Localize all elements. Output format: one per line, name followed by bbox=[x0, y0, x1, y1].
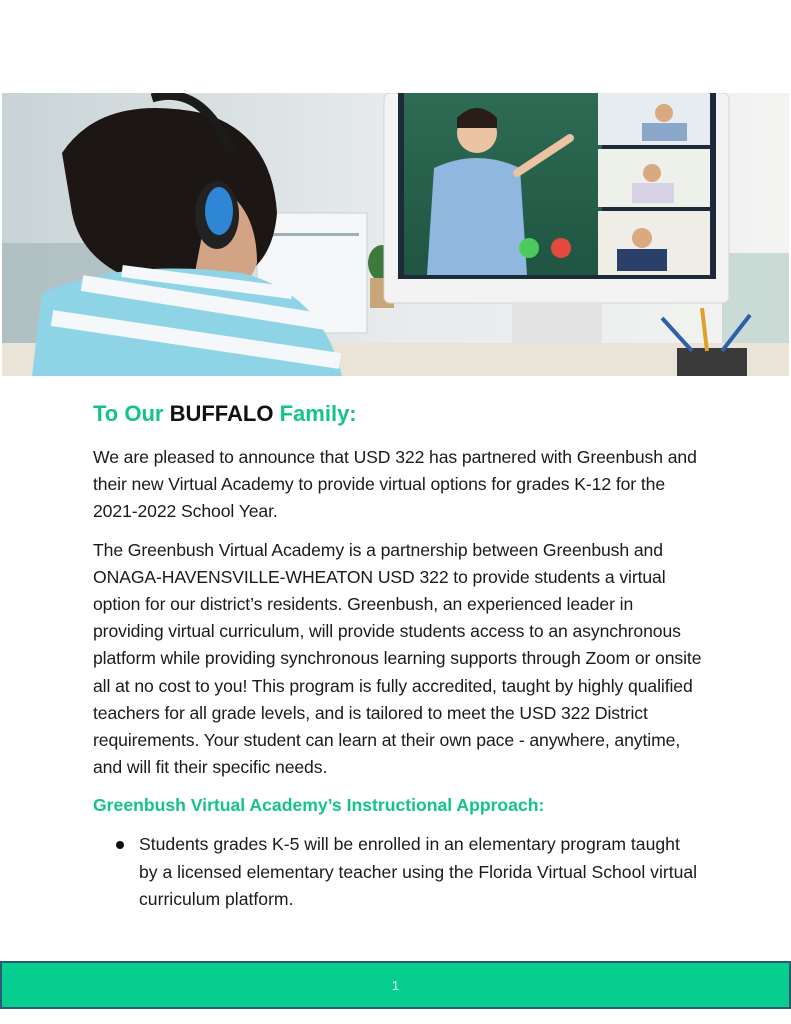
hero-illustration bbox=[2, 93, 789, 376]
list-item-text: Students grades K-5 will be enrolled in an elementary program taught by a licensed elementary teacher using the Florida Virtual School virtual curriculum platform. bbox=[139, 834, 698, 909]
list-item bbox=[115, 831, 703, 913]
heading-part-2: BUFFALO bbox=[169, 401, 274, 426]
instructional-approach-heading: Greenbush Virtual Academy’s Instructional Approach: bbox=[93, 795, 545, 816]
bullet-icon bbox=[116, 841, 124, 849]
heading-part-1: To Our bbox=[93, 401, 164, 426]
approach-list bbox=[93, 831, 703, 913]
paragraph-partnership: The Greenbush Virtual Academy is a partnership between Greenbush and ONAGA-HAVENSVILLE-WHEATON USD 322 to provide students a virtual option for our district’s residents. Greenbush, an experienced leader in providing virtual curriculum, will provide students access to an asynchronous platform while providing synchronous learning supports through Zoom or onsite all at no cost to you! This program is fully accredited, taught by highly qualified teachers for all grade levels, and is tailored to meet the USD 322 District requirements. Your student can learn at their own pace - anywhere, anytime, and will fit their specific needs. bbox=[93, 539, 702, 778]
hero-photo bbox=[2, 93, 789, 376]
page-number: 1 bbox=[391, 977, 400, 993]
letter-body bbox=[93, 400, 703, 913]
page-footer bbox=[0, 961, 791, 1009]
letter-heading bbox=[93, 400, 703, 428]
heading-part-3: Family: bbox=[279, 401, 357, 426]
paragraph-announcement: We are pleased to announce that USD 322 has partnered with Greenbush and their new Virtual Academy to provide virtual options for grades K-12 for the 2021-2022 School Year. bbox=[93, 447, 697, 522]
